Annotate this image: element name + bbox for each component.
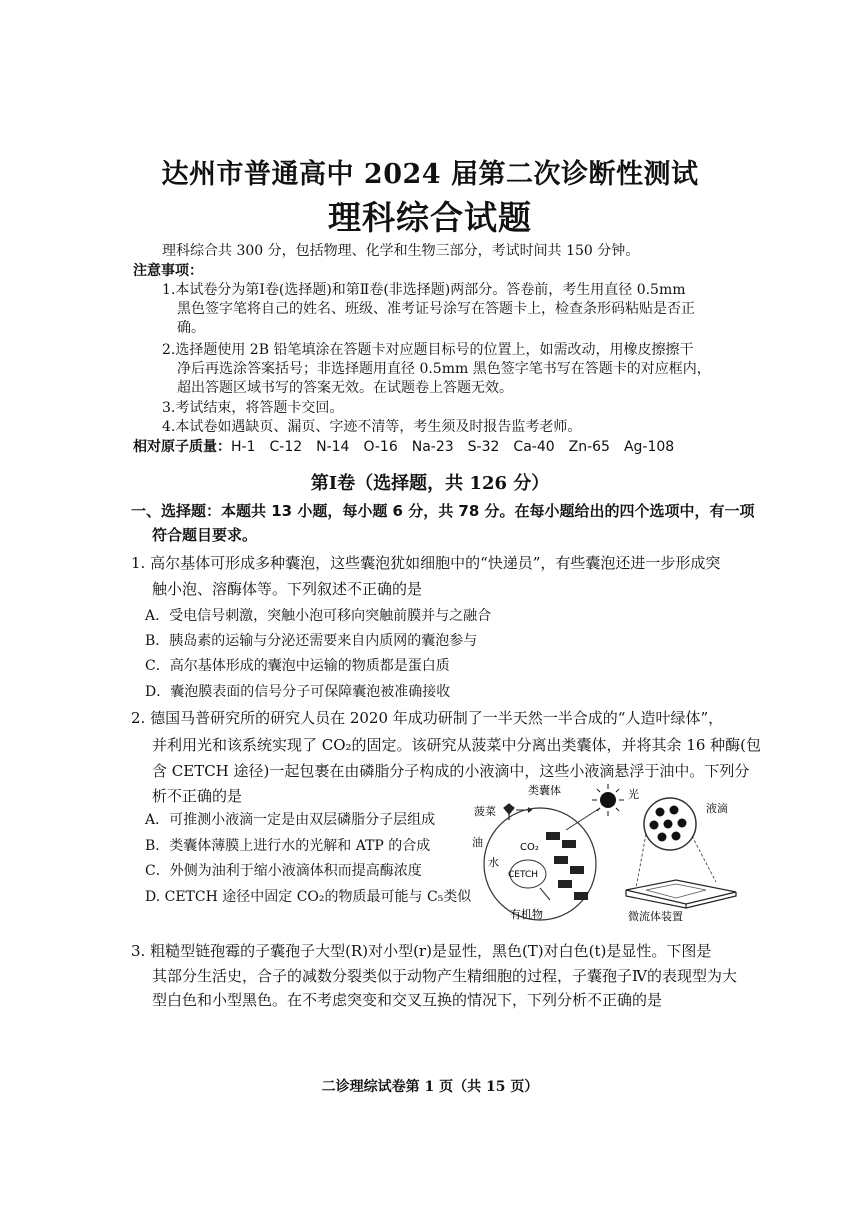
- question-1-stem-cont: 触小泡、溶酶体等。下列叙述不正确的是: [152, 580, 423, 598]
- figure-label-oil: 油: [472, 836, 483, 849]
- question-2-option-a: A．可推测小液滴一定是由双层磷脂分子层组成: [145, 812, 436, 828]
- notice-item: 黑色签字笔将自己的姓名、班级、准考证号涂写在答题卡上，检查条形码粘贴是否正: [177, 301, 695, 317]
- droplet-particles-icon: [650, 806, 687, 842]
- question-2-stem-cont: 并利用光和该系统实现了 CO₂的固定。该研究从菠菜中分离出类囊体，并将其余 16 种酶(包: [152, 736, 762, 754]
- atomic-mass-label: 相对原子质量：: [133, 439, 231, 455]
- figure-label-thylakoid: 类囊体: [528, 784, 561, 797]
- exam-title: 达州市普通高中 2024 届第二次诊断性测试: [161, 159, 699, 190]
- question-1-stem: 1. 高尔基体可形成多种囊泡，这些囊泡犹如细胞中的“快递员”，有些囊泡还进一步形成突: [131, 554, 721, 572]
- question-1-option-b: B．胰岛素的运输与分泌还需要来自内质网的囊泡参与: [145, 633, 478, 649]
- notice-item: 1.本试卷分为第Ⅰ卷(选择题)和第Ⅱ卷(非选择题)两部分。答卷前，考生用直径 0.5mm: [162, 282, 686, 298]
- notice-item: 超出答题区域书写的答案无效。在试题卷上答题无效。: [177, 380, 513, 396]
- figure-label-droplet: 液滴: [706, 802, 728, 815]
- figure-label-microfluidic: 微流体装置: [628, 910, 683, 923]
- figure-label-co2: CO₂: [520, 842, 539, 853]
- microfluidic-channel: [646, 884, 706, 898]
- microfluidic-device-edge: [626, 890, 736, 908]
- atomic-mass-values: H-1 C-12 N-14 O-16 Na-23 S-32 Ca-40 Zn-65 Ag-108: [231, 439, 675, 455]
- product-arrow-line: [540, 888, 550, 900]
- question-3-stem-cont: 其部分生活史，合子的减数分裂类似于动物产生精细胞的过程，子囊孢子Ⅳ的表现型为大: [152, 967, 737, 985]
- intro-text: 理科综合共 300 分，包括物理、化学和生物三部分，考试时间共 150 分钟。: [162, 243, 640, 259]
- light-ray-line: [566, 808, 600, 830]
- notice-item: 2.选择题使用 2B 铅笔填涂在答题卡对应题目标号的位置上，如需改动，用橡皮擦擦干: [162, 342, 694, 358]
- thylakoid-stacks-icon: [546, 832, 588, 900]
- notice-item: 3.考试结束，将答题卡交回。: [162, 400, 344, 416]
- question-1-option-a: A．受电信号刺激，突触小泡可移向突触前膜并与之融合: [145, 608, 492, 624]
- question-2-stem-cont: 含 CETCH 途径)一起包裹在由磷脂分子构成的小液滴中，这些小液滴悬浮于油中。下列分: [152, 762, 750, 780]
- question-3-stem: 3. 粗糙型链孢霉的子囊孢子大型(R)对小型(r)是显性，黑色(T)对白色(t)是显性。下图是: [131, 942, 712, 960]
- notice-item: 净后再选涂答案括号；非选择题用直径 0.5mm 黑色签字笔书写在答题卡的对应框内，: [177, 361, 711, 377]
- question-1-option-d: D．囊泡膜表面的信号分子可保障囊泡被准确接收: [145, 684, 451, 700]
- figure-label-light: 光: [628, 788, 639, 801]
- notice-item: 确。: [177, 320, 205, 336]
- question-2-option-d: D. CETCH 途径中固定 CO₂的物质最可能与 C₅类似: [145, 889, 472, 905]
- notice-heading: 注意事项：: [133, 263, 203, 279]
- figure-label-cetch: CETCH: [508, 870, 538, 880]
- arrow-head-icon: [528, 807, 532, 813]
- section-title: 第Ⅰ卷（选择题，共 126 分）: [310, 473, 550, 494]
- question-3-stem-cont: 型白色和小型黑色。在不考虑突变和交叉互换的情况下，下列分析不正确的是: [152, 991, 663, 1009]
- atomic-mass-row: [133, 438, 674, 456]
- artificial-chloroplast-figure: [470, 778, 746, 924]
- question-2-option-b: B．类囊体薄膜上进行水的光解和 ATP 的合成: [145, 838, 431, 854]
- sun-icon: [600, 792, 616, 808]
- figure-label-spinach: 菠菜: [474, 805, 496, 818]
- question-1-option-c: C．高尔基体形成的囊泡中运输的物质都是蛋白质: [145, 658, 450, 674]
- section-instructions: 一、选择题：本题共 13 小题，每小题 6 分，共 78 分。在每小题给出的四个选项中，有一项: [131, 502, 755, 520]
- figure-label-organic: 有机物: [510, 908, 543, 921]
- question-2-stem-cont: 析不正确的是: [152, 787, 243, 805]
- page-footer: 二诊理综试卷第 1 页（共 15 页）: [321, 1079, 539, 1095]
- zoom-guide-line: [692, 836, 716, 882]
- section-instructions-cont: 符合题目要求。: [152, 526, 258, 544]
- zoom-guide-line: [636, 834, 646, 888]
- question-2-stem: 2. 德国马普研究所的研究人员在 2020 年成功研制了一半天然一半合成的“人造叶绿体”，: [131, 709, 724, 727]
- figure-label-water: 水: [488, 856, 499, 869]
- question-2-option-c: C．外侧为油利于缩小液滴体积而提高酶浓度: [145, 863, 422, 879]
- notice-item: 4.本试卷如遇缺页、漏页、字迹不清等，考生须及时报告监考老师。: [162, 419, 582, 435]
- exam-subject-title: 理科综合试题: [328, 198, 532, 237]
